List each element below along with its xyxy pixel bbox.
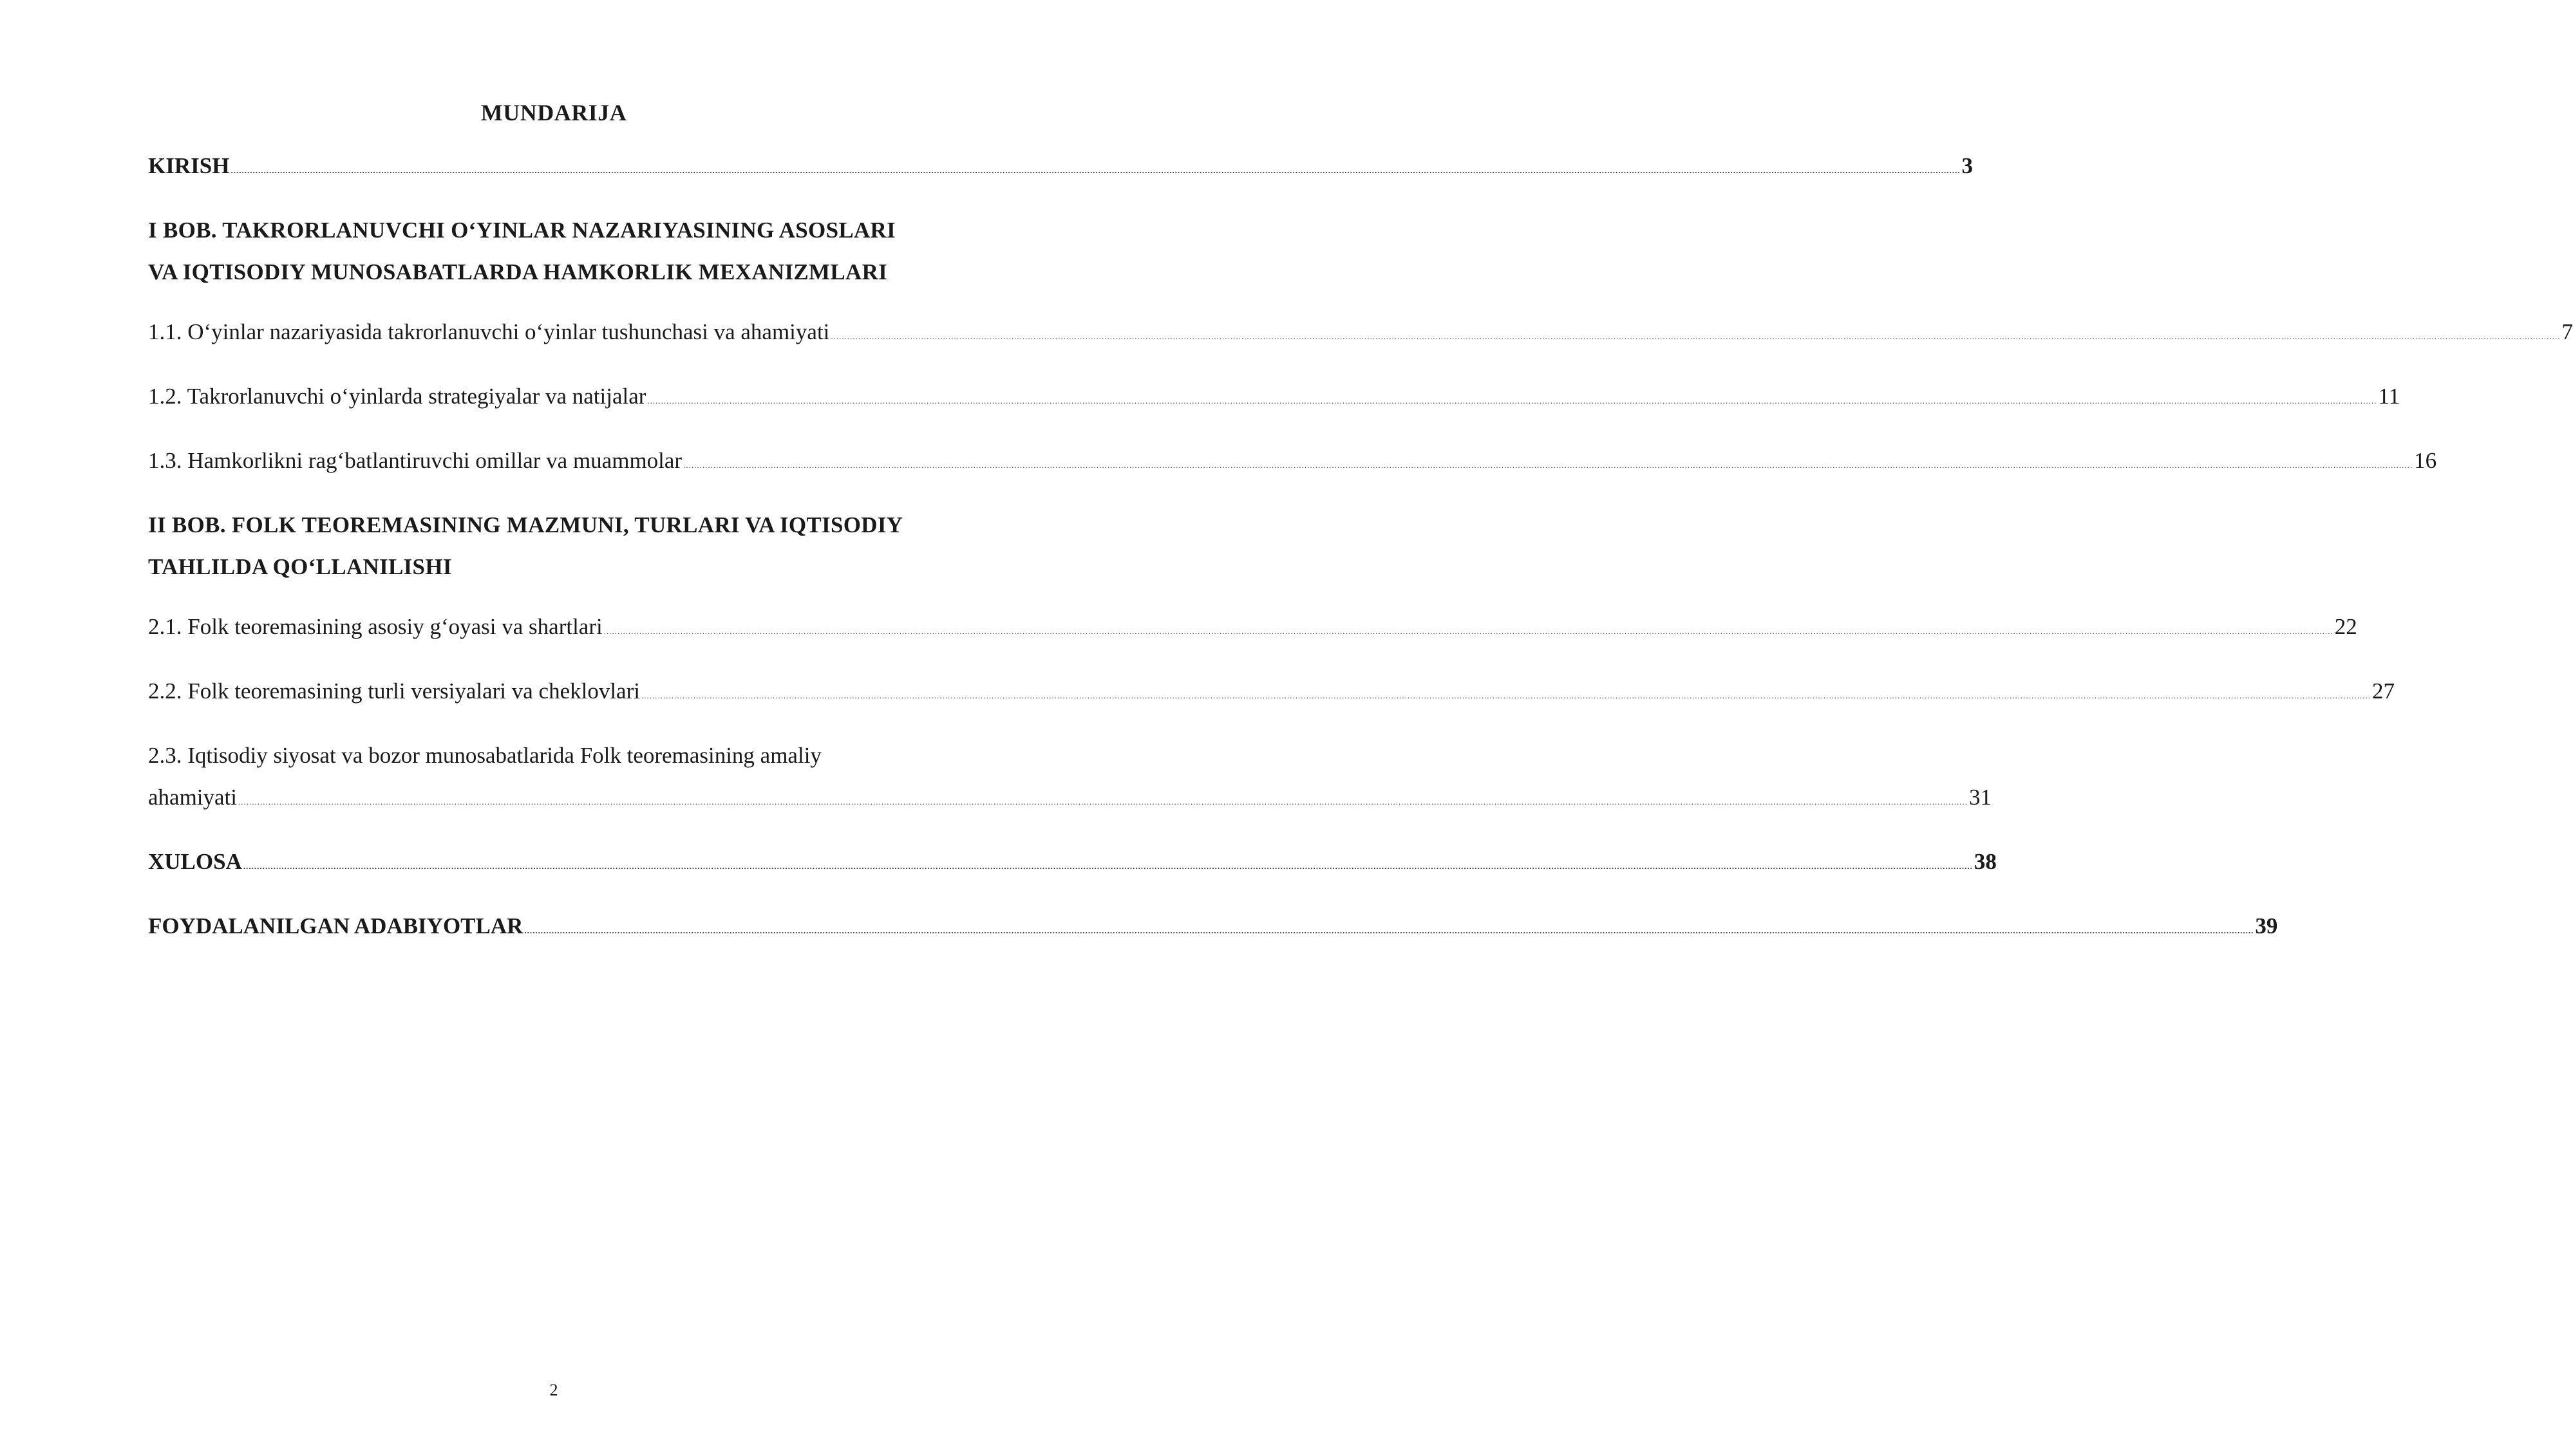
page-title: MUNDARIJA bbox=[480, 100, 627, 126]
toc-entry-label: 2.1. Folk teoremasining asosiy g‘oyasi va shartlari bbox=[148, 614, 603, 639]
toc-entry-page: 27 bbox=[2371, 678, 2395, 704]
toc-leader-dots: ........................................................................................................................................................................................................................................................................................................................................................................................................................................................................................................................................................................................................................................................ bbox=[524, 926, 2254, 935]
toc-entry-label-line: 2.3. Iqtisodiy siyosat va bozor munosabatlarida Folk teoremasining amaliy bbox=[148, 743, 822, 768]
toc-leader-dots: ........................................................................................................................................................................................................................................................................................................................................................................................................................................................................................................................................................................................................................................................ bbox=[641, 691, 2371, 700]
toc-entry-page: 31 bbox=[1969, 785, 1992, 810]
toc-chapter-2[interactable] bbox=[148, 504, 937, 588]
spacer bbox=[148, 823, 937, 841]
spacer bbox=[148, 191, 937, 209]
toc-entry-xulosa[interactable] bbox=[148, 841, 1997, 887]
toc-entry-label: FOYDALANILGAN ADABIYOTLAR bbox=[148, 913, 523, 938]
table-of-contents bbox=[148, 145, 2573, 951]
spacer bbox=[148, 357, 937, 375]
spacer bbox=[148, 588, 937, 606]
toc-entry-page: 7 bbox=[2561, 319, 2573, 344]
toc-entry-1-3[interactable] bbox=[148, 440, 2437, 486]
chapter-title-line: II BOB. FOLK TEOREMASINING MAZMUNI, TURLARI VA IQTISODIY bbox=[148, 512, 903, 537]
toc-entry-1-2[interactable] bbox=[148, 375, 2400, 422]
toc-leader-dots: ........................................................................................................................................................................................................................................................................................................................................................................................................................................................................................................................................................................................................................................................ bbox=[683, 460, 2413, 470]
toc-leader-dots: ........................................................................................................................................................................................................................................................................................................................................................................................................................................................................................................................................................................................................................................................ bbox=[231, 165, 1961, 175]
toc-entry-label: 1.3. Hamkorlikni rag‘batlantiruvchi omillar va muammolar bbox=[148, 448, 683, 473]
toc-entry-label: KIRISH bbox=[148, 153, 230, 178]
toc-leader-dots: ........................................................................................................................................................................................................................................................................................................................................................................................................................................................................................................................................................................................................................................................ bbox=[243, 861, 1973, 871]
spacer bbox=[148, 887, 937, 905]
toc-entry-page: 3 bbox=[1961, 153, 1973, 178]
spacer bbox=[148, 716, 937, 734]
toc-entry-adabiyotlar[interactable] bbox=[148, 905, 2278, 951]
toc-entry-2-1[interactable] bbox=[148, 606, 2357, 652]
toc-entry-label: XULOSA bbox=[148, 849, 242, 874]
page-number: 2 bbox=[549, 1381, 558, 1399]
spacer bbox=[148, 652, 937, 670]
toc-entry-page: 16 bbox=[2414, 448, 2437, 473]
toc-entry-page: 39 bbox=[2255, 913, 2278, 938]
toc-entry-2-3[interactable] bbox=[148, 734, 1992, 823]
toc-entry-label: 2.2. Folk teoremasining turli versiyalari va cheklovlari bbox=[148, 678, 640, 704]
toc-leader-dots: ........................................................................................................................................................................................................................................................................................................................................................................................................................................................................................................................................................................................................................................................ bbox=[831, 331, 2561, 341]
toc-leader-dots: ........................................................................................................................................................................................................................................................................................................................................................................................................................................................................................................................................................................................................................................................ bbox=[238, 797, 1968, 807]
toc-leader-dots: ........................................................................................................................................................................................................................................................................................................................................................................................................................................................................................................................................................................................................................................................ bbox=[603, 626, 2333, 636]
chapter-title-line: TAHLILDA QO‘LLANILISHI bbox=[148, 554, 452, 579]
toc-entry-page: 38 bbox=[1974, 849, 1997, 874]
toc-entry-kirish[interactable] bbox=[148, 145, 1973, 191]
toc-entry-2-2[interactable] bbox=[148, 670, 2395, 716]
toc-entry-label: ahamiyati bbox=[148, 785, 238, 810]
toc-chapter-1[interactable] bbox=[148, 209, 937, 293]
toc-entry-2-3-last-line bbox=[148, 776, 1992, 823]
chapter-title-line: VA IQTISODIY MUNOSABATLARDA HAMKORLIK MEXANIZMLARI bbox=[148, 259, 888, 285]
toc-entry-label: 1.1. O‘yinlar nazariyasida takrorlanuvchi o‘yinlar tushunchasi va ahamiyati bbox=[148, 319, 830, 344]
toc-entry-1-1[interactable] bbox=[148, 311, 2573, 357]
toc-leader-dots: ........................................................................................................................................................................................................................................................................................................................................................................................................................................................................................................................................................................................................................................................ bbox=[647, 396, 2377, 406]
spacer bbox=[148, 486, 937, 504]
toc-entry-page: 22 bbox=[2334, 614, 2357, 639]
toc-entry-page: 11 bbox=[2378, 384, 2400, 409]
spacer bbox=[148, 422, 937, 440]
chapter-title-line: I BOB. TAKRORLANUVCHI O‘YINLAR NAZARIYASINING ASOSLARI bbox=[148, 218, 896, 243]
spacer bbox=[148, 293, 937, 311]
toc-entry-label: 1.2. Takrorlanuvchi o‘yinlarda strategiyalar va natijalar bbox=[148, 384, 646, 409]
